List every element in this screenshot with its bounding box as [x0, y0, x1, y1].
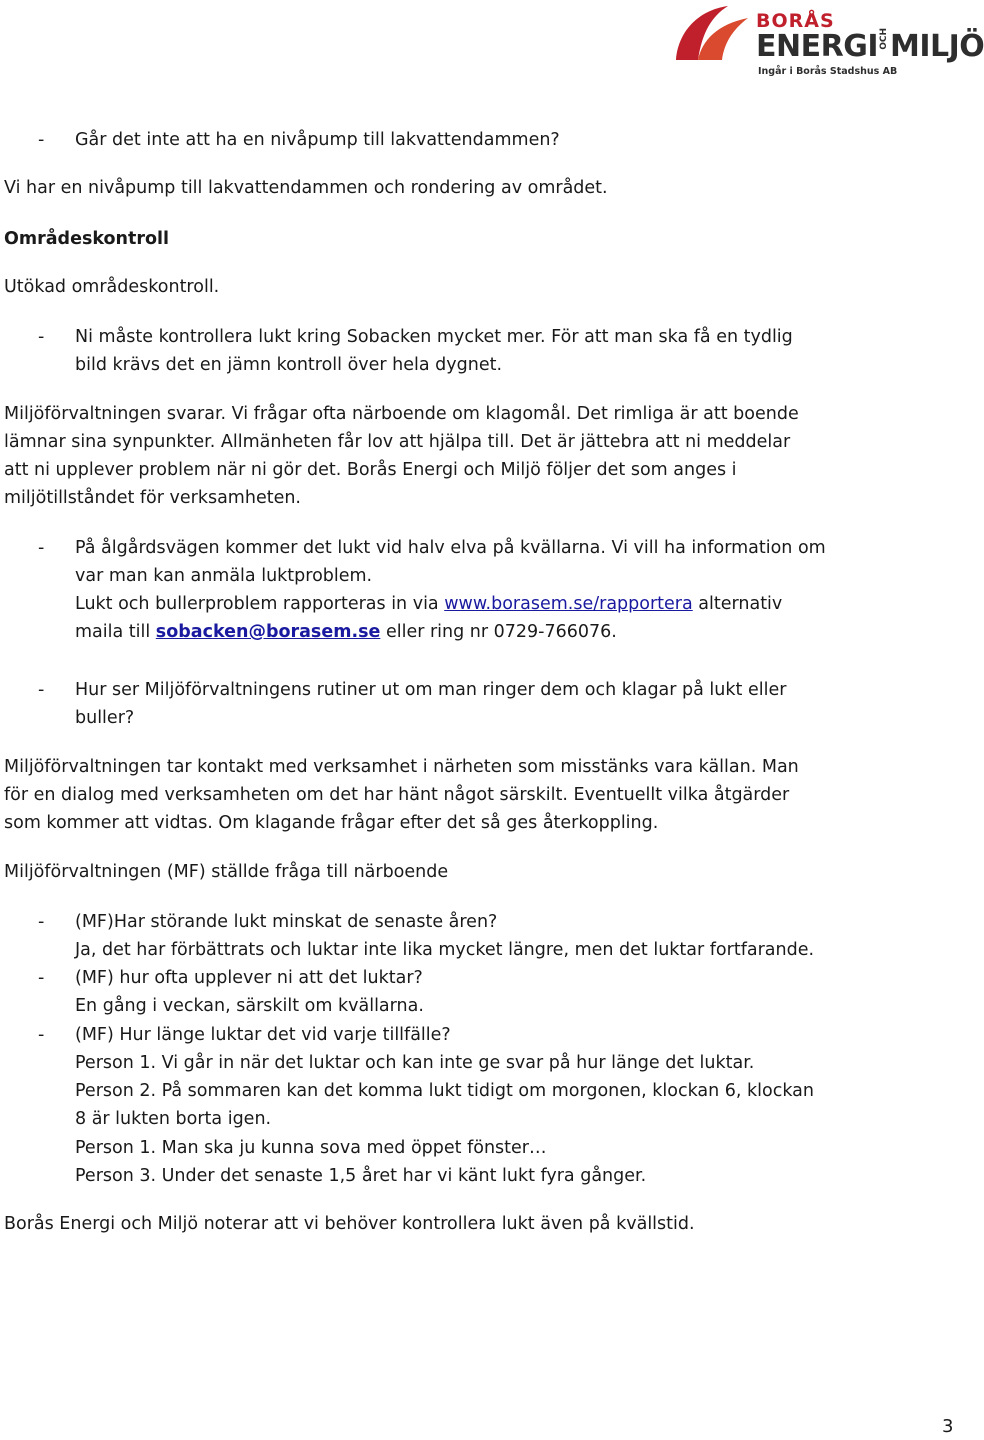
logo-text-och: OCH [878, 28, 889, 50]
paragraph-2-line-3: att ni upplever problem när ni gör det. Borås Energi och Miljö följer det som anges i [4, 460, 737, 480]
qa-line: 8 är lukten borta igen. [75, 1109, 272, 1129]
qa-line: Person 3. Under det senaste 1,5 året har vi känt lukt fyra gånger. [75, 1166, 647, 1186]
bullet-dash: - [38, 327, 45, 347]
logo-text-energi: ENERGI [756, 28, 878, 64]
logo-text-miljo: MILJÖ [889, 28, 984, 64]
bullet-2-line-3 [75, 590, 782, 618]
logo-mark-icon [668, 2, 752, 62]
bullet-dash: - [38, 538, 45, 558]
qa-line: Person 1. Vi går in när det luktar och kan inte ge svar på hur länge det luktar. [75, 1053, 755, 1073]
paragraph-3-line-3: som kommer att vidtas. Om klagande frågar efter det så ges återkoppling. [4, 813, 659, 833]
bullet-dash: - [38, 912, 45, 932]
qa-line: (MF)Har störande lukt minskat de senaste åren? [75, 912, 498, 932]
qa-line: Person 2. På sommaren kan det komma lukt tidigt om morgonen, klockan 6, klockan [75, 1081, 814, 1101]
bullet-dash: - [38, 680, 45, 700]
bullet-dash: - [38, 130, 45, 150]
company-logo [668, 2, 984, 80]
qa-line: En gång i veckan, särskilt om kvällarna. [75, 996, 424, 1016]
bullet-dash: - [38, 1025, 45, 1045]
text-fragment: eller ring nr 0729-766076. [380, 622, 617, 642]
bullet-1-line-1: Ni måste kontrollera lukt kring Sobacken mycket mer. För att man ska få en tydlig [75, 327, 793, 347]
bullet-2-line-1: På ålgårdsvägen kommer det lukt vid halv elva på kvällarna. Vi vill ha information om [75, 538, 826, 558]
qa-line: (MF) hur ofta upplever ni att det luktar? [75, 968, 423, 988]
paragraph-5: Borås Energi och Miljö noterar att vi behöver kontrollera lukt även på kvällstid. [4, 1214, 695, 1234]
text-fragment: maila till [75, 622, 156, 642]
qa-line: (MF) Hur länge luktar det vid varje tillfälle? [75, 1025, 451, 1045]
text-fragment: alternativ [692, 594, 783, 614]
bullet-1-line-2: bild krävs det en jämn kontroll över hela dygnet. [75, 355, 503, 375]
answer-1: Vi har en nivåpump till lakvattendammen och rondering av området. [4, 178, 608, 198]
page-number: 3 [942, 1416, 954, 1437]
qa-line: Ja, det har förbättrats och luktar inte lika mycket längre, men det luktar fortfarande. [75, 940, 815, 960]
qa-line: Person 1. Man ska ju kunna sova med öppet fönster… [75, 1138, 547, 1158]
section-heading: Områdeskontroll [4, 229, 170, 249]
bullet-2-line-2: var man kan anmäla luktproblem. [75, 566, 373, 586]
bullet-dash: - [38, 968, 45, 988]
logo-text-main [756, 28, 984, 64]
paragraph-4: Miljöförvaltningen (MF) ställde fråga till närboende [4, 862, 449, 882]
paragraph-2-line-2: lämnar sina synpunkter. Allmänheten får lov att hjälpa till. Det är jättebra att ni meddelar [4, 432, 791, 452]
logo-text-boras: BORÅS [756, 10, 835, 32]
paragraph-2-line-1: Miljöförvaltningen svarar. Vi frågar ofta närboende om klagomål. Det rimliga är att boende [4, 404, 799, 424]
bullet-2-line-4 [75, 618, 617, 646]
paragraph-1: Utökad områdeskontroll. [4, 277, 220, 297]
bullet-3-line-2: buller? [75, 708, 135, 728]
report-link[interactable]: www.borasem.se/rapportera [444, 594, 693, 614]
paragraph-3-line-1: Miljöförvaltningen tar kontakt med verksamhet i närheten som misstänks vara källan. Man [4, 757, 799, 777]
email-link[interactable]: sobacken@borasem.se [155, 622, 381, 642]
logo-subtitle: Ingår i Borås Stadshus AB [758, 66, 898, 77]
text-fragment: Lukt och bullerproblem rapporteras in via [75, 594, 445, 614]
paragraph-2-line-4: miljötillståndet för verksamheten. [4, 488, 301, 508]
bullet-3-line-1: Hur ser Miljöförvaltningens rutiner ut om man ringer dem och klagar på lukt eller [75, 680, 787, 700]
question-1: Går det inte att ha en nivåpump till lakvattendammen? [75, 130, 560, 150]
paragraph-3-line-2: för en dialog med verksamheten om det har hänt något särskilt. Eventuellt vilka åtgärder [4, 785, 790, 805]
